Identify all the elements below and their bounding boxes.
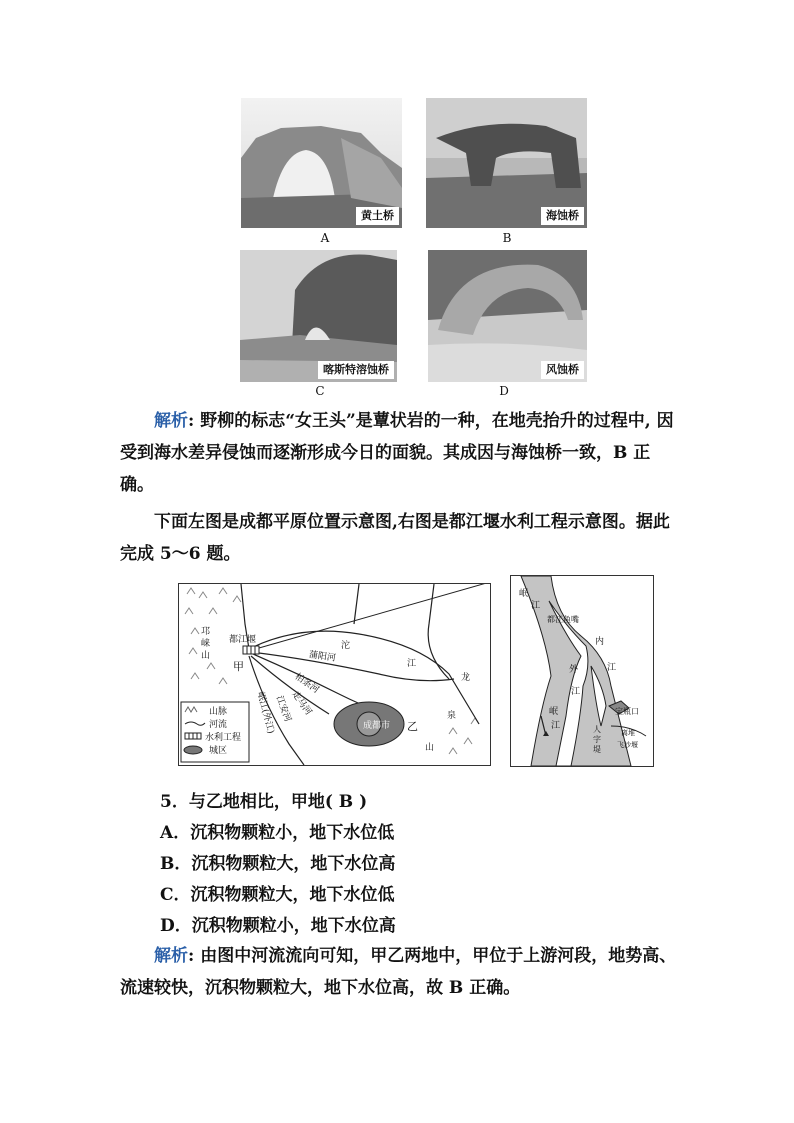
label-yuzui: 都江鱼嘴 <box>547 615 579 624</box>
label-qionglai-2: 崃 <box>201 639 211 649</box>
dujiangyan-project-map <box>510 575 654 767</box>
label-min-b1: 岷 <box>549 707 559 717</box>
question-5-option-c: C．沉积物颗粒大，地下水位低 <box>160 885 395 905</box>
photo-karst-bridge <box>240 250 397 382</box>
label-shan: 山 <box>425 743 435 753</box>
label-renzi-3: 堤 <box>593 745 601 754</box>
label-wai-2: 江 <box>571 687 581 697</box>
label-min-1: 岷 <box>519 589 529 599</box>
label-quan: 泉 <box>447 711 457 721</box>
analysis-label: 解析 <box>154 411 188 431</box>
caption-wind-arch: 风蚀桥 <box>541 361 584 379</box>
label-long: 龙 <box>461 673 471 683</box>
analysis-text-2: : 由图中河流流向可知，甲乙两地中，甲位于上游河段，地势高、流速较快，沉积物颗粒大，地下水位高，故 B 正确。 <box>120 946 677 998</box>
photo-sea-arch <box>426 98 587 228</box>
question-5-stem: 5．与乙地相比，甲地( B ) <box>160 792 368 812</box>
photo-loess-bridge <box>241 98 402 228</box>
label-nei-1: 内 <box>595 637 605 647</box>
label-renzi-2: 字 <box>593 735 601 744</box>
analysis-text: : 野柳的标志“女王头”是蕈状岩的一种，在地壳抬升的过程中, 因受到海水差异侵蚀而逐渐形成今日的面貌。其成因与海蚀桥一致，B 正确。 <box>120 411 674 495</box>
caption-loess-bridge: 黄土桥 <box>356 207 399 225</box>
label-qionglai-3: 山 <box>201 651 211 661</box>
intro-paragraph <box>120 506 680 570</box>
caption-karst-bridge: 喀斯特溶蚀桥 <box>318 361 394 379</box>
analysis-paragraph-1 <box>120 405 680 501</box>
label-jia: 甲 <box>233 660 244 673</box>
label-baoping: 宝瓶口 <box>615 707 639 716</box>
question-5-option-b: B．沉积物颗粒大，地下水位高 <box>160 854 396 874</box>
legend-river-label: 河流 <box>209 720 228 730</box>
label-yi: 乙 <box>407 720 418 733</box>
photo-letter-c: C <box>315 384 325 398</box>
analysis-paragraph-2 <box>120 940 680 1004</box>
label-tuo: 沱 <box>341 641 351 651</box>
question-5-option-a: A．沉积物颗粒小，地下水位低 <box>160 823 395 843</box>
label-nei-2: 江 <box>607 663 617 673</box>
photo-letter-a: A <box>320 231 330 245</box>
photo-wind-arch <box>428 250 587 382</box>
label-wai-1: 外 <box>569 665 579 675</box>
label-jiang: 江 <box>407 659 417 669</box>
label-qionglai-1: 邛 <box>201 627 211 637</box>
label-chengdu: 成都市 <box>363 721 391 731</box>
label-zouma-river: 走马河 <box>289 689 314 718</box>
label-renzi-1: 人 <box>593 725 601 734</box>
label-min-b2: 江 <box>551 721 561 731</box>
label-minjiang-outer: 岷江(外江) <box>254 690 276 735</box>
legend-hydro-label: 水利工程 <box>205 733 242 743</box>
label-lidui: 离堆 <box>621 729 635 737</box>
analysis-label-2: 解析 <box>154 946 188 966</box>
label-min-2: 江 <box>531 601 541 611</box>
question-5-option-d: D．沉积物颗粒小，地下水位高 <box>160 916 396 936</box>
chengdu-plain-map <box>178 583 491 766</box>
legend-urban-label: 城区 <box>209 746 228 756</box>
label-puyang-river: 蒲阳河 <box>308 650 337 664</box>
photo-letter-d: D <box>499 384 509 398</box>
label-feisha: 飞沙堰 <box>617 741 638 749</box>
label-dujiangyan: 都江堰 <box>229 635 257 645</box>
caption-sea-arch: 海蚀桥 <box>541 207 584 225</box>
label-jiangan-river: 江安河 <box>273 694 293 724</box>
legend-mountain-label: 山脉 <box>209 707 228 717</box>
label-bolan-river: 柏条河 <box>292 671 321 696</box>
intro-text: 下面左图是成都平原位置示意图,右图是都江堰水利工程示意图。据此完成 5～6 题。 <box>120 512 670 564</box>
photo-letter-b: B <box>502 231 512 245</box>
